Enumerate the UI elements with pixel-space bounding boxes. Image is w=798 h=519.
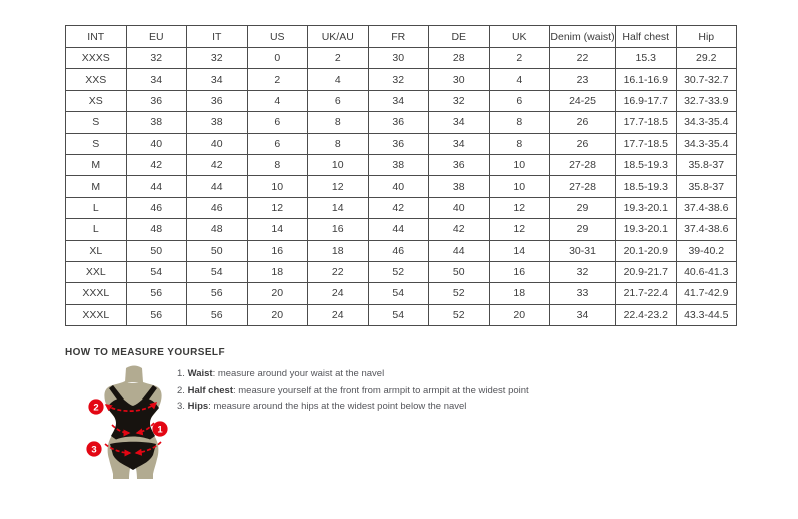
- size-cell: 32: [550, 261, 616, 282]
- size-cell: 40.6-41.3: [676, 261, 737, 282]
- size-cell: 10: [247, 176, 308, 197]
- table-row: [66, 261, 737, 282]
- size-cell: 48: [187, 219, 248, 240]
- size-cell: 12: [489, 197, 550, 218]
- table-row: [66, 240, 737, 261]
- size-cell: 29: [550, 197, 616, 218]
- table-row: [66, 197, 737, 218]
- size-cell: 46: [187, 197, 248, 218]
- size-cell: 4: [308, 69, 369, 90]
- step-term: Waist: [187, 368, 213, 379]
- table-row: [66, 219, 737, 240]
- table-row: [66, 133, 737, 154]
- step-number: 2.: [177, 384, 185, 396]
- size-cell: 14: [308, 197, 369, 218]
- size-cell: 46: [368, 240, 429, 261]
- measure-step-hips: [177, 402, 529, 412]
- size-cell: 56: [126, 283, 187, 304]
- size-cell: 2: [308, 48, 369, 69]
- size-cell: 21.7-22.4: [616, 283, 677, 304]
- size-cell: XXXL: [66, 283, 127, 304]
- size-cell: 30: [429, 69, 490, 90]
- size-cell: 0: [247, 48, 308, 69]
- size-cell: XL: [66, 240, 127, 261]
- table-row: [66, 48, 737, 69]
- size-cell: 6: [247, 133, 308, 154]
- size-cell: 2: [489, 48, 550, 69]
- size-cell: 48: [126, 219, 187, 240]
- size-cell: 6: [308, 90, 369, 111]
- size-cell: 10: [489, 176, 550, 197]
- size-cell: 19.3-20.1: [616, 219, 677, 240]
- size-cell: 43.3-44.5: [676, 304, 737, 325]
- size-cell: 34: [126, 69, 187, 90]
- size-cell: 36: [368, 133, 429, 154]
- size-cell: 32: [429, 90, 490, 111]
- column-header: DE: [429, 26, 490, 48]
- size-cell: 8: [247, 154, 308, 175]
- column-header: FR: [368, 26, 429, 48]
- step-term: Half chest: [187, 384, 233, 396]
- size-cell: 10: [489, 154, 550, 175]
- size-cell: 54: [126, 261, 187, 282]
- svg-text:2: 2: [93, 402, 99, 414]
- size-cell: 17.7-18.5: [616, 112, 677, 133]
- measure-step-half-chest: [177, 386, 529, 396]
- size-cell: 32: [126, 48, 187, 69]
- size-cell: 30.7-32.7: [676, 69, 737, 90]
- size-cell: 6: [247, 112, 308, 133]
- size-cell: 34: [550, 304, 616, 325]
- table-row: [66, 90, 737, 111]
- size-cell: 10: [308, 154, 369, 175]
- step-text: : measure around your waist at the navel: [212, 368, 385, 379]
- column-header: UK: [489, 26, 550, 48]
- size-cell: 16.1-16.9: [616, 69, 677, 90]
- table-row: [66, 69, 737, 90]
- size-cell: 18.5-19.3: [616, 154, 677, 175]
- size-cell: 8: [489, 133, 550, 154]
- size-cell: 52: [429, 304, 490, 325]
- size-cell: 17.7-18.5: [616, 133, 677, 154]
- size-cell: 32: [368, 69, 429, 90]
- size-cell: 54: [368, 304, 429, 325]
- size-cell: 27-28: [550, 176, 616, 197]
- table-row: [66, 154, 737, 175]
- svg-text:3: 3: [91, 444, 97, 456]
- size-cell: 26: [550, 112, 616, 133]
- size-cell: 36: [187, 90, 248, 111]
- column-header: Half chest: [616, 26, 677, 48]
- size-cell: 34.3-35.4: [676, 112, 737, 133]
- size-cell: 50: [126, 240, 187, 261]
- badge-waist: [152, 421, 167, 436]
- step-text: : measure around the hips at the widest point below the navel: [208, 401, 467, 412]
- size-cell: 2: [247, 69, 308, 90]
- size-cell: 54: [368, 283, 429, 304]
- size-cell: 36: [368, 112, 429, 133]
- size-cell: 34: [429, 133, 490, 154]
- size-cell: 20: [489, 304, 550, 325]
- size-cell: 26: [550, 133, 616, 154]
- size-cell: 42: [187, 154, 248, 175]
- size-cell: 56: [126, 304, 187, 325]
- size-cell: 29: [550, 219, 616, 240]
- size-cell: 56: [187, 304, 248, 325]
- measure-step-waist: [177, 369, 529, 379]
- measurement-figure-illustration: [80, 365, 190, 490]
- size-cell: 40: [126, 133, 187, 154]
- size-cell: 38: [429, 176, 490, 197]
- table-row: [66, 176, 737, 197]
- size-cell: 24: [308, 283, 369, 304]
- size-cell: 8: [308, 112, 369, 133]
- column-header: EU: [126, 26, 187, 48]
- size-cell: 18: [247, 261, 308, 282]
- size-cell: 34: [187, 69, 248, 90]
- size-cell: S: [66, 112, 127, 133]
- svg-text:1: 1: [157, 424, 163, 436]
- size-cell: 52: [429, 283, 490, 304]
- size-cell: 37.4-38.6: [676, 219, 737, 240]
- size-cell: 44: [429, 240, 490, 261]
- size-cell: 18: [489, 283, 550, 304]
- size-cell: 54: [187, 261, 248, 282]
- column-header: Hip: [676, 26, 737, 48]
- size-cell: XXXL: [66, 304, 127, 325]
- size-cell: 18.5-19.3: [616, 176, 677, 197]
- size-cell: 24-25: [550, 90, 616, 111]
- size-cell: 32: [187, 48, 248, 69]
- measure-steps-list: [177, 369, 529, 419]
- size-cell: 20.9-21.7: [616, 261, 677, 282]
- size-cell: L: [66, 197, 127, 218]
- size-cell: 14: [247, 219, 308, 240]
- size-cell: 22.4-23.2: [616, 304, 677, 325]
- size-cell: 41.7-42.9: [676, 283, 737, 304]
- size-cell: 16: [247, 240, 308, 261]
- size-cell: 38: [368, 154, 429, 175]
- size-cell: XS: [66, 90, 127, 111]
- badge-hips: [86, 441, 101, 456]
- column-header: IT: [187, 26, 248, 48]
- size-cell: 42: [368, 197, 429, 218]
- size-cell: 14: [489, 240, 550, 261]
- size-chart-header: [66, 26, 737, 48]
- step-number: 3.: [177, 401, 185, 412]
- step-text: : measure yourself at the front from armpit to armpit at the widest point: [232, 384, 529, 396]
- size-cell: 50: [187, 240, 248, 261]
- size-chart-table: [65, 25, 737, 326]
- size-cell: 22: [308, 261, 369, 282]
- size-cell: 35.8-37: [676, 176, 737, 197]
- column-header: INT: [66, 26, 127, 48]
- size-cell: 4: [489, 69, 550, 90]
- size-cell: 36: [429, 154, 490, 175]
- header-row: [66, 26, 737, 48]
- size-cell: 35.8-37: [676, 154, 737, 175]
- size-cell: 50: [429, 261, 490, 282]
- size-cell: 32.7-33.9: [676, 90, 737, 111]
- size-cell: L: [66, 219, 127, 240]
- size-cell: 20: [247, 304, 308, 325]
- size-cell: XXL: [66, 261, 127, 282]
- step-number: 1.: [177, 368, 185, 379]
- size-cell: 18: [308, 240, 369, 261]
- size-cell: 29.2: [676, 48, 737, 69]
- size-cell: 38: [187, 112, 248, 133]
- size-cell: 22: [550, 48, 616, 69]
- size-cell: 20.1-20.9: [616, 240, 677, 261]
- size-cell: 30: [368, 48, 429, 69]
- table-row: [66, 304, 737, 325]
- size-cell: M: [66, 154, 127, 175]
- size-cell: 40: [429, 197, 490, 218]
- size-cell: 30-31: [550, 240, 616, 261]
- size-cell: 15.3: [616, 48, 677, 69]
- size-cell: 8: [308, 133, 369, 154]
- size-cell: 34: [429, 112, 490, 133]
- size-cell: XXXS: [66, 48, 127, 69]
- table-row: [66, 283, 737, 304]
- size-cell: 40: [187, 133, 248, 154]
- size-cell: 42: [429, 219, 490, 240]
- size-cell: 20: [247, 283, 308, 304]
- size-cell: 6: [489, 90, 550, 111]
- size-cell: 16: [489, 261, 550, 282]
- badge-half-chest: [88, 399, 103, 414]
- size-cell: 39-40.2: [676, 240, 737, 261]
- column-header: UK/AU: [308, 26, 369, 48]
- size-cell: 34.3-35.4: [676, 133, 737, 154]
- size-cell: 40: [368, 176, 429, 197]
- size-chart-body: [66, 48, 737, 326]
- column-header: US: [247, 26, 308, 48]
- size-cell: 27-28: [550, 154, 616, 175]
- size-cell: 4: [247, 90, 308, 111]
- size-cell: 56: [187, 283, 248, 304]
- measure-section-title: HOW TO MEASURE YOURSELF: [65, 347, 225, 358]
- size-cell: 16.9-17.7: [616, 90, 677, 111]
- step-term: Hips: [187, 401, 209, 412]
- size-cell: 12: [308, 176, 369, 197]
- size-cell: 12: [247, 197, 308, 218]
- size-cell: 37.4-38.6: [676, 197, 737, 218]
- size-cell: 36: [126, 90, 187, 111]
- column-header: Denim (waist): [550, 26, 616, 48]
- size-cell: 44: [126, 176, 187, 197]
- size-cell: XXS: [66, 69, 127, 90]
- size-cell: 46: [126, 197, 187, 218]
- size-cell: S: [66, 133, 127, 154]
- size-cell: 44: [368, 219, 429, 240]
- size-cell: 28: [429, 48, 490, 69]
- size-cell: 16: [308, 219, 369, 240]
- size-cell: 44: [187, 176, 248, 197]
- size-cell: 52: [368, 261, 429, 282]
- size-cell: 12: [489, 219, 550, 240]
- table-row: [66, 112, 737, 133]
- size-cell: 8: [489, 112, 550, 133]
- size-cell: 34: [368, 90, 429, 111]
- size-cell: M: [66, 176, 127, 197]
- size-cell: 38: [126, 112, 187, 133]
- size-cell: 33: [550, 283, 616, 304]
- size-cell: 24: [308, 304, 369, 325]
- size-cell: 42: [126, 154, 187, 175]
- size-cell: 19.3-20.1: [616, 197, 677, 218]
- size-cell: 23: [550, 69, 616, 90]
